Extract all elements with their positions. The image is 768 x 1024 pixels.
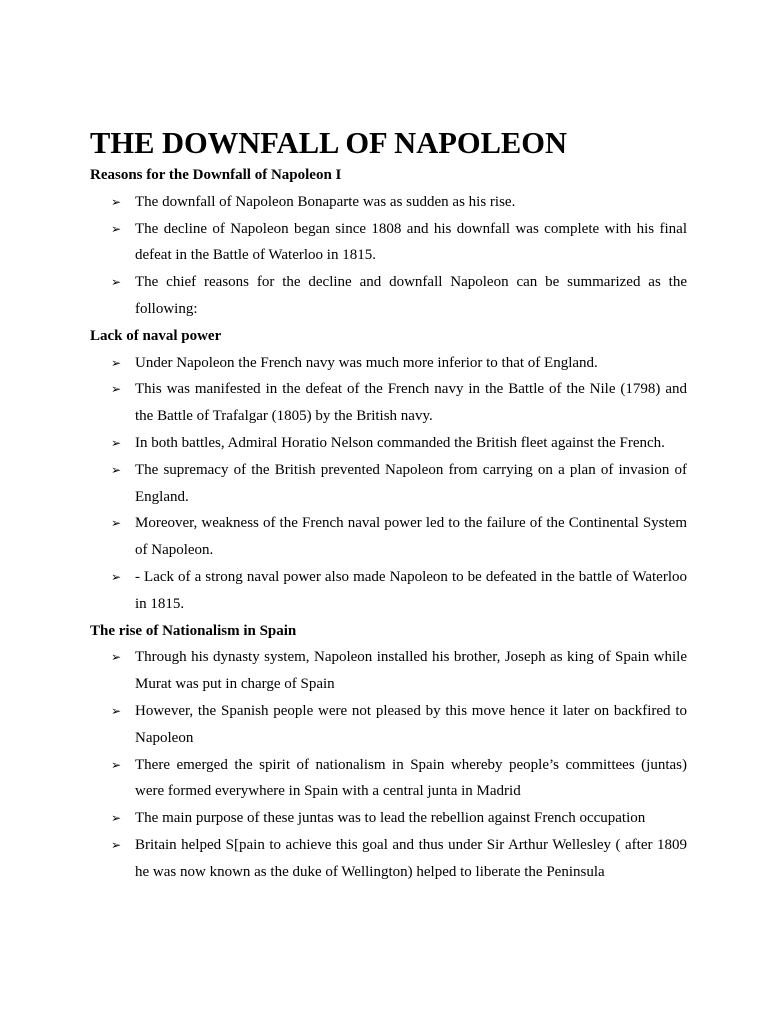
list-item	[90, 564, 687, 618]
arrowhead-bullet-icon: ➢	[111, 516, 122, 531]
arrowhead-bullet-icon: ➢	[111, 462, 122, 477]
list-item-text: Moreover, weakness of the French naval power led to the failure of the Continental System of Napoleon.	[135, 515, 687, 559]
arrowhead-bullet-icon: ➢	[111, 435, 122, 450]
list-item-text: This was manifested in the defeat of the French navy in the Battle of the Nile (1798) and the Battle of Trafalgar (1805) by the British navy.	[135, 381, 687, 425]
list-item-text: Under Napoleon the French navy was much more inferior to that of England.	[135, 354, 598, 371]
list-item-text: The supremacy of the British prevented Napoleon from carrying on a plan of invasion of England.	[135, 461, 687, 505]
section-nationalism-spain	[90, 618, 687, 886]
list-item-text: However, the Spanish people were not pleased by this move hence it later on backfired to Napoleon	[135, 702, 687, 746]
arrowhead-bullet-icon: ➢	[111, 811, 122, 826]
list-item	[90, 805, 687, 832]
section-heading: Reasons for the Downfall of Napoleon I	[90, 167, 342, 183]
list-item	[90, 350, 687, 377]
list-item-text: The main purpose of these juntas was to lead the rebellion against French occupation	[135, 810, 646, 827]
list-item-text: There emerged the spirit of nationalism in Spain whereby people’s committees (juntas) were formed everywhere in Spain with a central junta in Madrid	[135, 756, 687, 800]
section-heading: Lack of naval power	[90, 327, 222, 344]
list-item	[90, 189, 687, 216]
list-item-text: Through his dynasty system, Napoleon installed his brother, Joseph as king of Spain while Murat was put in charge of Spain	[135, 649, 687, 693]
arrowhead-bullet-icon: ➢	[111, 757, 122, 772]
list-item-text: The chief reasons for the decline and downfall Napoleon can be summarized as the following:	[135, 274, 687, 317]
list-item	[90, 430, 687, 457]
list-item	[90, 457, 687, 511]
list-item-text: - Lack of a strong naval power also made Napoleon to be defeated in the battle of Waterloo in 1815.	[135, 568, 687, 612]
list-item	[90, 832, 687, 886]
arrowhead-bullet-icon: ➢	[111, 194, 122, 209]
section-heading: The rise of Nationalism in Spain	[90, 622, 297, 639]
section-reasons	[90, 162, 687, 323]
list-item	[90, 698, 687, 752]
arrowhead-bullet-icon: ➢	[111, 355, 122, 370]
list-item	[90, 376, 687, 430]
list-item	[90, 644, 687, 698]
arrowhead-bullet-icon: ➢	[111, 650, 122, 665]
arrowhead-bullet-icon: ➢	[111, 569, 122, 584]
list-item-text: The downfall of Napoleon Bonaparte was as sudden as his rise.	[135, 193, 516, 210]
bullet-list	[90, 350, 687, 618]
section-naval-power	[90, 323, 687, 618]
arrowhead-bullet-icon: ➢	[111, 382, 122, 397]
bullet-list	[90, 189, 687, 323]
list-item	[90, 216, 687, 270]
document-page	[90, 124, 687, 886]
list-item-text: The decline of Napoleon began since 1808 and his downfall was complete with his final defeat in the Battle of Waterloo in 1815.	[135, 220, 687, 264]
list-item	[90, 510, 687, 564]
arrowhead-bullet-icon: ➢	[111, 837, 122, 852]
list-item	[90, 269, 687, 323]
arrowhead-bullet-icon: ➢	[111, 221, 122, 236]
list-item	[90, 752, 687, 806]
list-item-text: Britain helped S[pain to achieve this goal and thus under Sir Arthur Wellesley ( after 1809 he was now known as the duke of Wellington) helped to liberate the Peninsula	[135, 836, 687, 880]
arrowhead-bullet-icon: ➢	[111, 703, 122, 718]
bullet-list	[90, 644, 687, 885]
list-item-text: In both battles, Admiral Horatio Nelson commanded the British fleet against the French.	[135, 434, 665, 451]
arrowhead-bullet-icon: ➢	[111, 275, 122, 290]
page-title: THE DOWNFALL OF NAPOLEON	[90, 126, 568, 160]
